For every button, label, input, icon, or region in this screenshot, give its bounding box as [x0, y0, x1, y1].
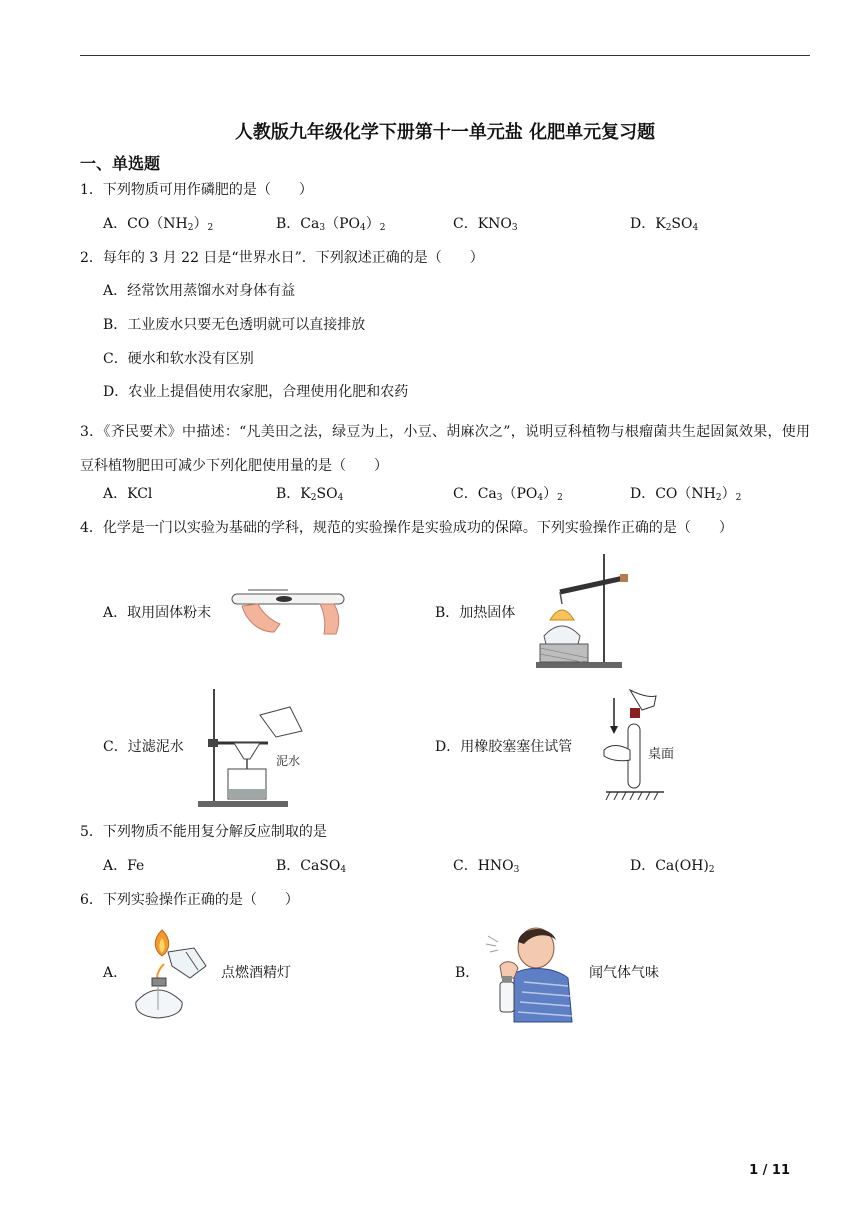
question-6-stem: 6．下列实验操作正确的是（ ）: [80, 892, 299, 908]
q1-option-d[interactable]: D．$K_2SO_4$: [630, 216, 699, 233]
q5-option-d[interactable]: D．$Ca(OH)_2$: [630, 858, 715, 875]
q6-option-b-text: 闻气体气味: [589, 965, 659, 981]
header-rule: [80, 55, 810, 56]
stopper-tube-figure: [594, 688, 688, 810]
q4-option-b[interactable]: B．加热固体: [435, 605, 516, 621]
powder-test-tube-figure: [228, 580, 352, 640]
desk-label: 桌面: [648, 747, 675, 762]
smelling-gas-figure: [484, 922, 584, 1026]
q3-option-c[interactable]: C．$Ca_3(PO_4)_2$: [453, 486, 563, 503]
q1-option-a[interactable]: A．$CO(NH_2)_2$: [103, 216, 214, 233]
heating-solid-figure: [532, 552, 630, 672]
filtration-label: 泥水: [276, 754, 301, 768]
q5-option-c[interactable]: C．$HNO_3$: [453, 858, 520, 875]
question-4-stem: 4．化学是一门以实验为基础的学科，规范的实验操作是实验成功的保障。下列实验操作正确的是（ ）: [80, 520, 733, 536]
q6-option-b[interactable]: B．: [455, 965, 480, 981]
q6-option-a[interactable]: A．: [103, 965, 128, 981]
q3-option-b[interactable]: B．$K_2SO_4$: [276, 486, 344, 503]
page-number: 1 / 11: [749, 1163, 790, 1178]
page-title: 人教版九年级化学下册第十一单元盐 化肥单元复习题: [234, 122, 656, 143]
q1-option-c[interactable]: C．$KNO_3$: [453, 216, 518, 233]
question-5-stem: 5．下列物质不能用复分解反应制取的是: [80, 824, 327, 840]
q5-option-a[interactable]: A．Fe: [103, 858, 145, 874]
q4-option-d[interactable]: D．用橡胶塞塞住试管: [435, 739, 573, 755]
q5-option-b[interactable]: B．CaSO$_4$: [276, 858, 347, 875]
filtration-figure: [198, 685, 310, 813]
q2-option-c[interactable]: C．硬水和软水没有区别: [103, 351, 254, 367]
question-1-stem: 1．下列物质可用作磷肥的是（ ）: [80, 182, 313, 198]
q2-option-a[interactable]: A．经常饮用蒸馏水对身体有益: [103, 283, 296, 299]
q3-option-d[interactable]: D．$CO(NH_2)_2$: [630, 486, 742, 503]
q1-option-b[interactable]: B．$Ca_3(PO_4)_2$: [276, 216, 386, 233]
lighting-alcohol-lamp-figure: [128, 926, 218, 1022]
q2-option-d[interactable]: D．农业上提倡使用农家肥，合理使用化肥和农药: [103, 384, 409, 400]
section-heading: 一、单选题: [80, 154, 161, 173]
q4-option-a[interactable]: A．取用固体粉末: [103, 605, 212, 621]
q3-option-a[interactable]: A．KCl: [103, 486, 153, 502]
q2-option-b[interactable]: B．工业废水只要无色透明就可以直接排放: [103, 317, 366, 333]
question-3-stem: 3．《齐民要术》中描述：“凡美田之法，绿豆为上，小豆、胡麻次之”，说明豆科植物与根瘤菌共生起固氮效果，使用豆科植物肥田可减少下列化肥使用量的是（ ）: [80, 424, 810, 474]
q4-option-c[interactable]: C．过滤泥水: [103, 739, 184, 755]
q6-option-a-text: 点燃酒精灯: [221, 965, 291, 981]
question-2-stem: 2．每年的 3 月 22 日是“世界水日”．下列叙述正确的是（ ）: [80, 250, 484, 266]
